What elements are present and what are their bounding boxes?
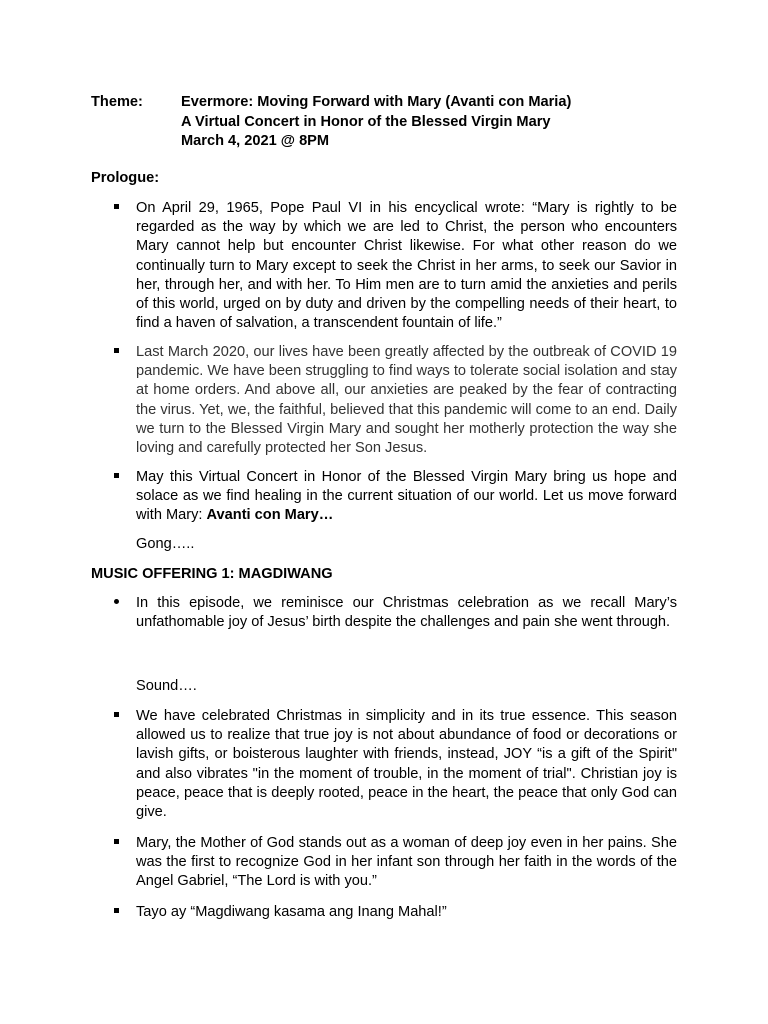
- event-title: Evermore: Moving Forward with Mary (Avanti con Maria): [181, 94, 572, 110]
- event-date: March 4, 2021 @ 8PM: [181, 133, 330, 149]
- theme-lines: [181, 93, 681, 152]
- offering-paragraph: Mary, the Mother of God stands out as a woman of deep joy even in her pains. She was the first to recognize God in her infant son through her faith in the words of the Angel Gabriel, “The Lord is with you.”: [136, 835, 677, 890]
- list-item: [91, 343, 677, 459]
- music-offering-heading: MUSIC OFFERING 1: MAGDIWANG: [91, 566, 333, 582]
- list-item: [91, 707, 677, 825]
- list-item: [91, 903, 677, 925]
- prologue-paragraph: [136, 468, 677, 526]
- round-bullet-icon: [110, 594, 122, 613]
- square-bullet-icon: [110, 834, 122, 853]
- square-bullet-icon: [110, 343, 122, 362]
- paragraph-text: May this Virtual Concert in Honor of the Blessed Virgin Mary bring us hope and solace as we find healing in the current situation of our world. Let us move forward with Mary:: [136, 469, 677, 524]
- offering-paragraph: We have celebrated Christmas in simplicity and in its true essence. This season allowed us to realize that true joy is not about abundance of food or decorations or lavish gifts, or boisterous laughter with friends, instead, JOY “is a gift of the Spirit" and also vibrates "in the moment of trouble, in the moment of trial". Christian joy is peace, peace that is deeply rooted, peace in the heart, the peace that only God can give.: [136, 708, 677, 821]
- offering-intro: In this episode, we reminisce our Christmas celebration as we recall Mary’s unfathomable joy of Jesus’ birth despite the challenges and pain she went through.: [136, 595, 677, 631]
- paragraph-emphasis: Avanti con Mary…: [206, 507, 334, 524]
- list-item: [91, 594, 677, 654]
- sound-cue: Sound….: [136, 678, 197, 694]
- list-item: [91, 199, 677, 334]
- event-subtitle: A Virtual Concert in Honor of the Blessed Virgin Mary: [181, 113, 551, 130]
- list-item: [91, 834, 677, 894]
- square-bullet-icon: [110, 199, 122, 218]
- offering-paragraph: Tayo ay “Magdiwang kasama ang Inang Mahal!”: [136, 904, 447, 920]
- square-bullet-icon: [110, 707, 122, 726]
- square-bullet-icon: [110, 903, 122, 922]
- square-bullet-icon: [110, 468, 122, 487]
- theme-label: Theme:: [91, 94, 143, 110]
- prologue-paragraph: On April 29, 1965, Pope Paul VI in his encyclical wrote: “Mary is rightly to be regarded as the way by which we are led to Christ, the person who encounters Mary cannot help but encounter Christ likewise. For what other reason do we continually turn to Mary except to seek the Christ in her arms, to seek our Savior in her, through her, and with her. To Him men are to turn amid the anxieties and perils of this world, urged on by duty and driven by the compelling needs of their heart, to find a haven of salvation, a transcendent fountain of life.”: [136, 200, 677, 332]
- prologue-paragraph: Last March 2020, our lives have been greatly affected by the outbreak of COVID 19 pandemic. We have been struggling to find ways to tolerate social isolation and stay at home orders. And above all, our anxieties are peaked by the fear of contracting the virus. Yet, we, the faithful, believed that this pandemic will come to an end. Daily we turn to the Blessed Virgin Mary and sought her motherly protection the way she loving and carefully protected her Son Jesus.: [136, 344, 677, 457]
- list-item: [91, 468, 677, 528]
- prologue-heading: Prologue:: [91, 170, 160, 186]
- gong-cue: Gong…..: [136, 536, 195, 552]
